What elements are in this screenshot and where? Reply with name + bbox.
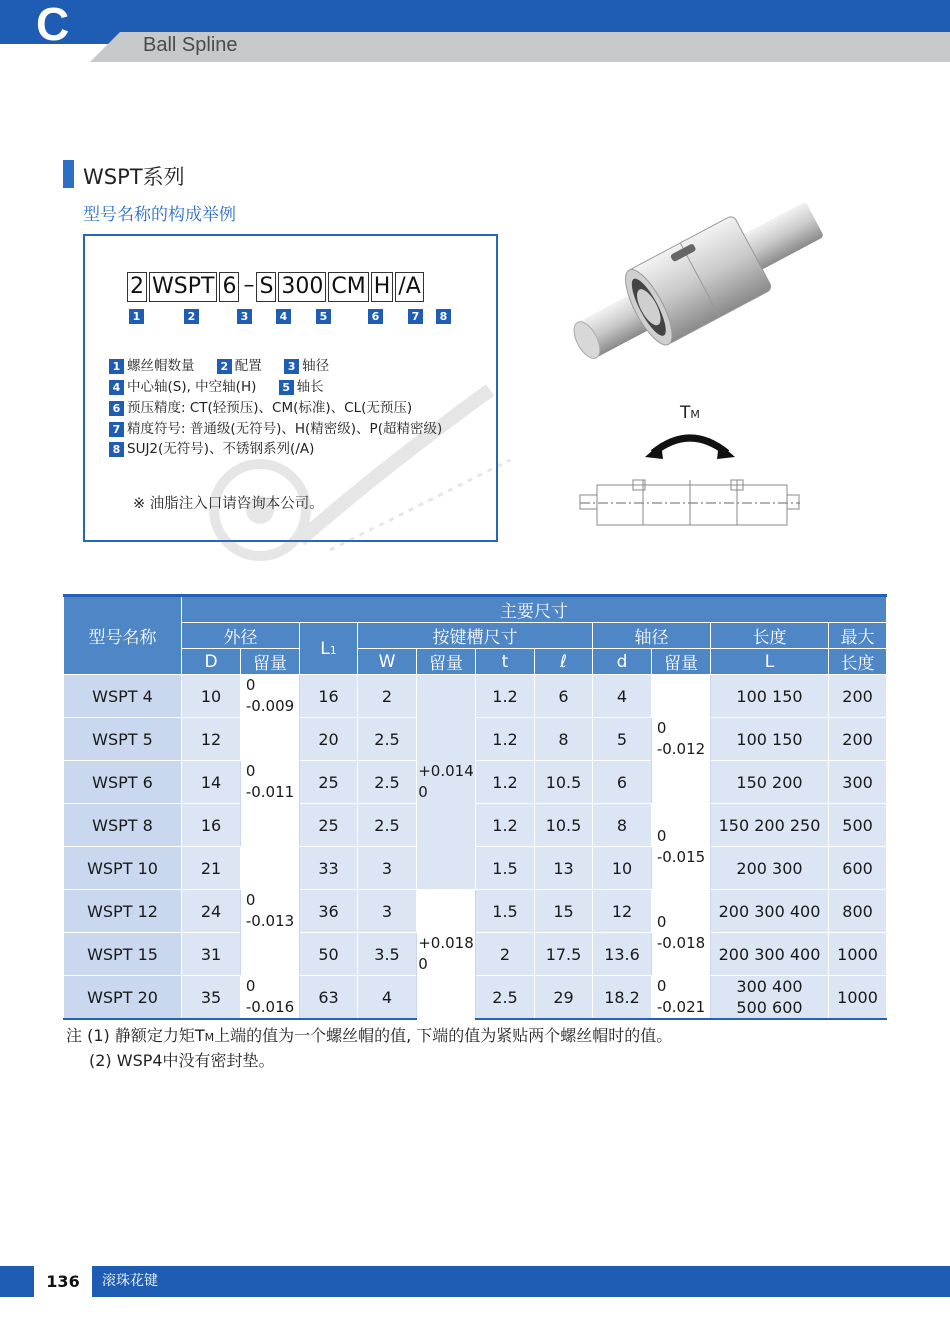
cell-t: 1.5 (476, 847, 535, 890)
code-part: WSPT (149, 272, 217, 302)
cell-l: 8 (535, 718, 593, 761)
shaft-tol-header: 留量 (652, 649, 711, 675)
D-header: D (182, 649, 241, 675)
cell-L1: 33 (300, 847, 358, 890)
cell-shaft-tol: 0 -0.021 (652, 976, 711, 1020)
cell-outer-tol: 0 -0.013 (241, 847, 300, 976)
cell-D: 16 (182, 804, 241, 847)
cell-W: 2.5 (358, 804, 417, 847)
cell-D: 24 (182, 890, 241, 933)
l-header: ℓ (535, 649, 593, 675)
cell-l: 6 (535, 675, 593, 718)
cell-L: 150 200 250 (711, 804, 829, 847)
cell-t: 1.2 (476, 804, 535, 847)
cell-l: 17.5 (535, 933, 593, 976)
model-code (127, 272, 426, 302)
cell-shaft-tol: 0 -0.012 (652, 675, 711, 804)
main-dims-header: 主要尺寸 (182, 596, 887, 623)
code-part: 2 (127, 272, 147, 302)
cell-D: 31 (182, 933, 241, 976)
cell-max: 800 (829, 890, 887, 933)
cell-W: 3 (358, 890, 417, 933)
cell-shaft-tol: 0 -0.018 (652, 890, 711, 976)
code-part: /A (395, 272, 423, 302)
torque-diagram (575, 425, 805, 535)
cell-l: 29 (535, 976, 593, 1020)
cell-d: 13.6 (593, 933, 652, 976)
cell-d: 6 (593, 761, 652, 804)
code-number: 3 (237, 309, 252, 324)
cell-l: 10.5 (535, 761, 593, 804)
outer-dia-header: 外径 (182, 623, 300, 649)
cell-D: 10 (182, 675, 241, 718)
cell-W: 2.5 (358, 718, 417, 761)
spec-table (63, 594, 887, 1020)
legend-line-2: 4 中心轴(S), 中空轴(H) 5 轴长 (109, 375, 324, 395)
code-part: CM (328, 272, 368, 302)
max-length-header-2: 长度 (829, 649, 887, 675)
cell-max: 1000 (829, 976, 887, 1020)
cell-t: 2.5 (476, 976, 535, 1020)
code-part: 300 (278, 272, 326, 302)
cell-t: 1.2 (476, 718, 535, 761)
keyway-header: 按键槽尺寸 (358, 623, 593, 649)
cell-L: 200 300 (711, 847, 829, 890)
cell-d: 10 (593, 847, 652, 890)
cell-l: 10.5 (535, 804, 593, 847)
cell-W: 4 (358, 976, 417, 1020)
cell-max: 600 (829, 847, 887, 890)
W-header: W (358, 649, 417, 675)
table-row (64, 718, 887, 761)
table-row (64, 976, 887, 1020)
cell-L1: 25 (300, 761, 358, 804)
cell-d: 12 (593, 890, 652, 933)
length-header: 长度 (711, 623, 829, 649)
legend-line-1: 1 螺丝帽数量 2 配置 3 轴径 (109, 354, 329, 374)
cell-key-tol: +0.014 0 (417, 675, 476, 890)
cell-t: 1.2 (476, 675, 535, 718)
code-number: 7 (408, 309, 423, 324)
torque-label: TM (680, 403, 700, 423)
section-title: WSPT系列 (83, 165, 185, 189)
code-number: 4 (276, 309, 291, 324)
code-number: 8 (436, 309, 451, 324)
cell-t: 1.5 (476, 890, 535, 933)
cell-max: 1000 (829, 933, 887, 976)
code-number: 1 (129, 309, 144, 324)
legend-line-3: 6 预压精度: CT(轻预压)、CM(标准)、CL(无预压) (109, 396, 412, 416)
code-dash: – (243, 273, 255, 298)
cell-model: WSPT 6 (64, 761, 182, 804)
cell-d: 4 (593, 675, 652, 718)
cell-t: 1.2 (476, 761, 535, 804)
cell-model: WSPT 20 (64, 976, 182, 1020)
footnote-2: (2) WSP4中没有密封垫。 (89, 1051, 275, 1070)
cell-L1: 50 (300, 933, 358, 976)
chapter-letter: C (36, 0, 70, 50)
max-length-header: 最大 (829, 623, 887, 649)
key-tol-header: 留量 (417, 649, 476, 675)
t-header: t (476, 649, 535, 675)
code-part: H (371, 272, 394, 302)
header-subtitle: Ball Spline (143, 34, 238, 56)
cell-model: WSPT 8 (64, 804, 182, 847)
d-header: d (593, 649, 652, 675)
code-number: 2 (184, 309, 199, 324)
cell-model: WSPT 10 (64, 847, 182, 890)
shaft-header: 轴径 (593, 623, 711, 649)
table-row (64, 675, 887, 718)
page-number: 136 (34, 1266, 92, 1297)
cell-max: 200 (829, 718, 887, 761)
table-row (64, 761, 887, 804)
cell-d: 8 (593, 804, 652, 847)
cell-W: 3 (358, 847, 417, 890)
legend-line-5: 8 SUJ2(无符号)、不锈钢系列(/A) (109, 437, 314, 457)
table-row (64, 890, 887, 933)
cell-L1: 36 (300, 890, 358, 933)
footnote-1: 注 (1) 静额定力矩TM上端的值为一个螺丝帽的值, 下端的值为紧贴两个螺丝帽时的值。 (66, 1026, 673, 1045)
table-row (64, 933, 887, 976)
section-marker (63, 160, 74, 188)
cell-outer-tol: 0 -0.011 (241, 718, 300, 847)
cell-l: 15 (535, 890, 593, 933)
cell-t: 2 (476, 933, 535, 976)
table-row (64, 804, 887, 847)
cell-D: 21 (182, 847, 241, 890)
code-number: 6 (368, 309, 383, 324)
cell-d: 5 (593, 718, 652, 761)
cell-d: 18.2 (593, 976, 652, 1020)
cell-max: 500 (829, 804, 887, 847)
cell-D: 12 (182, 718, 241, 761)
cell-model: WSPT 12 (64, 890, 182, 933)
cell-model: WSPT 15 (64, 933, 182, 976)
cell-L1: 20 (300, 718, 358, 761)
code-number: 5 (316, 309, 331, 324)
l1-header: L1 (300, 623, 358, 675)
code-part: 6 (219, 272, 239, 302)
grease-note: ※ 油脂注入口请咨询本公司。 (133, 496, 324, 512)
cell-L: 200 300 400 (711, 890, 829, 933)
legend-line-4: 7 精度符号: 普通级(无符号)、H(精密级)、P(超精密级) (109, 417, 442, 437)
cell-L: 150 200 (711, 761, 829, 804)
code-part: S (256, 272, 276, 302)
cell-outer-tol: 0 -0.016 (241, 976, 300, 1020)
cell-L: 100 150 (711, 718, 829, 761)
cell-D: 14 (182, 761, 241, 804)
cell-outer-tol: 0 -0.009 (241, 675, 300, 718)
cell-W: 2.5 (358, 761, 417, 804)
footer-title: 滚珠花键 (102, 1273, 158, 1289)
cell-l: 13 (535, 847, 593, 890)
cell-W: 3.5 (358, 933, 417, 976)
cell-W: 2 (358, 675, 417, 718)
cell-model: WSPT 4 (64, 675, 182, 718)
cell-D: 35 (182, 976, 241, 1020)
cell-L: 100 150 (711, 675, 829, 718)
cell-L: 200 300 400 (711, 933, 829, 976)
cell-max: 300 (829, 761, 887, 804)
outer-tol-header: 留量 (241, 649, 300, 675)
cell-L1: 63 (300, 976, 358, 1020)
table-row (64, 847, 887, 890)
cell-L1: 25 (300, 804, 358, 847)
L-header: L (711, 649, 829, 675)
cell-max: 200 (829, 675, 887, 718)
cell-key-tol: +0.018 0 (417, 890, 476, 1020)
cell-shaft-tol: 0 -0.015 (652, 804, 711, 890)
cell-model: WSPT 5 (64, 718, 182, 761)
cell-L1: 16 (300, 675, 358, 718)
cell-L: 300 400 500 600 (711, 976, 829, 1020)
ball-spline-image (560, 190, 840, 370)
section-subtitle: 型号名称的构成举例 (83, 205, 236, 225)
watermark-logo-icon (190, 350, 550, 610)
col-model-header: 型号名称 (64, 596, 182, 675)
